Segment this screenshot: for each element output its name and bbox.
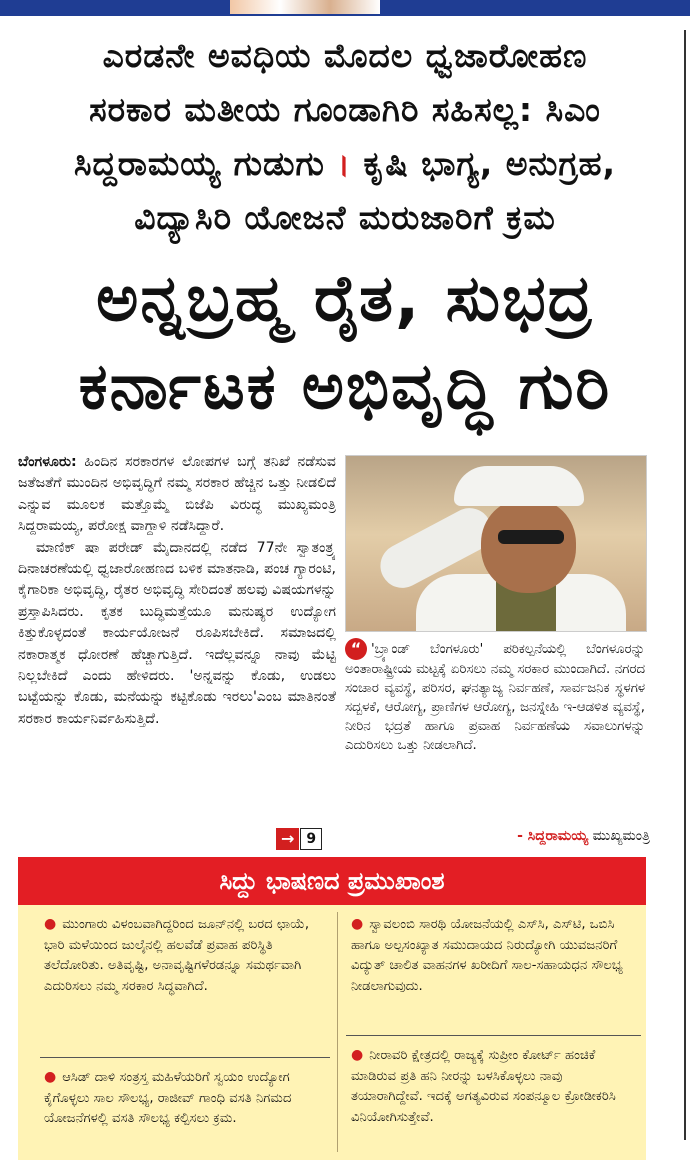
article-paragraph-2: ಮಾಣಿಕ್ ಷಾ ಪರೇಡ್ ಮೈದಾನದಲ್ಲಿ ನಡೆದ 77ನೇ ಸ್ವಾತಂತ್ರ್ಯ ದಿನಾಚರಣೆಯಲ್ಲಿ ಧ್ವಜಾರೋಹಣದ ಬಳಿಕ ಮಾತನಾಡಿ, ಪಂಚ ಗ್ಯಾರಂಟಿ, ಕೈಗಾರಿಕಾ ಅಭಿವೃದ್ಧಿ, ರೈತರ ಅಭಿವೃದ್ಧಿ ಸೇರಿದಂತೆ ಹಲವು ವಿಷಯಗಳನ್ನು ಪ್ರಸ್ತಾಪಿಸಿದರು. ಕೃತಕ ಬುದ್ಧಿಮತ್ತೆಯೂ ಮನುಷ್ಯರ ಉದ್ಯೋಗ ಕಿತ್ತುಕೊಳ್ಳದಂತೆ ಕಾರ್ಯಯೋಜನೆ ರೂಪಿಸಬೇಕಿದೆ. ಸಮಾಜದಲ್ಲಿ ನಕಾರಾತ್ಮಕ ಧೋರಣೆ ಹೆಚ್ಚಾಗುತ್ತಿದೆ. ಇದೆಲ್ಲವನ್ನೂ ನಾವು ಮೆಟ್ಟಿ ನಿಲ್ಲಬೇಕಿದೆ ಎಂದು ಹೇಳಿದರು. 'ಅನ್ನವನ್ನು ಕೊಡು, ಉಡಲು ಬಟ್ಟೆಯನ್ನು ಕೊಡು, ಮನೆಯನ್ನು ಕಟ್ಟಿಕೊಡು ಇರಲು'ಎಂಬ ಮಾತಿನಂತೆ ಸರಕಾರ ಕಾರ್ಯನಿರ್ವಹಿಸುತ್ತಿದೆ. [18, 539, 336, 727]
continued-page-number: 9 [300, 828, 322, 850]
highlight-item [351, 914, 636, 997]
main-headline-line-1: ಅನ್ನಬ್ರಹ್ಮ ರೈತ, ಸುಭದ್ರ [96, 262, 594, 336]
highlight-item [44, 1067, 319, 1130]
highlights-box [18, 857, 646, 1160]
quote-signature-title: ಮುಖ್ಯಮಂತ್ರಿ [592, 828, 650, 844]
main-headline-line-2: ಕರ್ನಾಟಕ ಅಭಿವೃದ್ಧಿ ಗುರಿ [78, 350, 612, 424]
bullet-icon: ● [351, 1047, 364, 1063]
article-paragraph-1-text: ಹಿಂದಿನ ಸರಕಾರಗಳ ಲೋಪಗಳ ಬಗ್ಗೆ ತನಿಖೆ ನಡೆಸುವ ಜತೆಜತೆಗೆ ಮುಂದಿನ ಅಭಿವೃದ್ಧಿಗೆ ನಮ್ಮ ಸರಕಾರ ಹೆಚ್ಚಿನ ಒತ್ತು ನೀಡಲಿದೆ ಎನ್ನುವ ಮೂಲಕ ಮತ್ತೊಮ್ಮೆ ಬಿಜೆಪಿ ವಿರುದ್ಧ ಮುಖ್ಯಮಂತ್ರಿ ಸಿದ್ದರಾಮಯ್ಯ, ಪರೋಕ್ಷ ವಾಗ್ದಾಳಿ ನಡೆಸಿದ್ದಾರೆ. [18, 454, 336, 535]
continued-on-page[interactable] [276, 828, 322, 850]
kicker-separator: । [337, 144, 351, 183]
kicker-line-3-part-b: ಕೃಷಿ ಭಾಗ್ಯ, ಅನುಗ್ರಹ, [363, 144, 617, 183]
quote-box [345, 638, 645, 755]
highlights-row-divider-right [346, 1035, 641, 1036]
quote-text: 'ಬ್ರ್ಯಾಂಡ್ ಬೆಂಗಳೂರು' ಪರಿಕಲ್ಪನೆಯಲ್ಲಿ ಬೆಂಗಳೂರನ್ನು ಅಂತಾರಾಷ್ಟ್ರೀಯ ಮಟ್ಟಕ್ಕೆ ಏರಿಸಲು ನಮ್ಮ ಸರಕಾರ ಮುಂದಾಗಿದೆ. ನಗರದ ಸಂಚಾರ ವ್ಯವಸ್ಥೆ, ಪರಿಸರ, ಘನತ್ಯಾಜ್ಯ ನಿರ್ವಹಣೆ, ಸಾರ್ವಜನಿಕ ಸ್ಥಳಗಳ ಸದ್ಬಳಕೆ, ಆರೋಗ್ಯ, ಪ್ರಾಣಿಗಳ ಆರೋಗ್ಯ, ಜನಸ್ನೇಹಿ ಇ-ಆಡಳಿತ ವ್ಯವಸ್ಥೆ, ನೀರಿನ ಭದ್ರತೆ ಹಾಗೂ ಪ್ರವಾಹ ನಿರ್ವಹಣೆಯ ಸವಾಲುಗಳನ್ನು ಎದುರಿಸಲು ಒತ್ತು ನೀಡಲಾಗಿದೆ. [345, 642, 645, 753]
quote-signature-name: - ಸಿದ್ದರಾಮಯ್ಯ [517, 828, 589, 844]
photo-cap-shape [454, 466, 584, 506]
top-color-bar [0, 0, 690, 16]
article-body [18, 452, 336, 730]
highlight-text: ಸ್ವಾವಲಂಬಿ ಸಾರಥಿ ಯೋಜನೆಯಲ್ಲಿ ಎಸ್‌ಸಿ, ಎಸ್‌ಟಿ, ಒಬಿಸಿ ಹಾಗೂ ಅಲ್ಪಸಂಖ್ಯಾತ ಸಮುದಾಯದ ನಿರುದ್ಯೋಗಿ ಯುವಜನರಿಗೆ ವಿದ್ಯುತ್ ಚಾಲಿತ ವಾಹನಗಳ ಖರೀದಿಗೆ ಸಾಲ-ಸಹಾಯಧನ ಸೌಲಭ್ಯ ನೀಡಲಾಗುವುದು. [351, 917, 623, 994]
bullet-icon: ● [351, 916, 364, 932]
bullet-icon: ● [44, 916, 57, 932]
kicker-line-2: ಸರಕಾರ ಮತೀಯ ಗೂಂಡಾಗಿರಿ ಸಹಿಸಲ್ಲ: ಸಿಎಂ [89, 90, 601, 129]
dateline: ಬೆಂಗಳೂರು: [18, 454, 77, 470]
article-paragraph-1 [18, 452, 336, 538]
photo-sunglasses-shape [498, 530, 564, 544]
highlight-item [351, 1045, 636, 1128]
highlights-row-divider-left [40, 1057, 330, 1058]
cm-salute-photo [345, 455, 647, 632]
highlight-text: ಆಸಿಡ್ ದಾಳಿ ಸಂತ್ರಸ್ತ ಮಹಿಳೆಯರಿಗೆ ಸ್ವಯಂ ಉದ್ಯೋಗ ಕೈಗೊಳ್ಳಲು ಸಾಲ ಸೌಲಭ್ಯ, ರಾಜೀವ್ ಗಾಂಧಿ ವಸತಿ ನಿಗಮದ ಯೋಜನೆಗಳಲ್ಲಿ ವಸತಿ ಸೌಲಭ್ಯ ಕಲ್ಪಿಸಲು ಕ್ರಮ. [44, 1070, 292, 1126]
continued-arrow-icon: → [276, 828, 299, 850]
page-edge-rule [684, 30, 686, 1140]
photo-face-shape [481, 498, 576, 593]
highlight-text: ಮುಂಗಾರು ವಿಳಂಬವಾಗಿದ್ದರಿಂದ ಜೂನ್‌ನಲ್ಲಿ ಬರದ ಛಾಯೆ, ಭಾರಿ ಮಳೆಯಿಂದ ಜುಲೈನಲ್ಲಿ ಹಲವೆಡೆ ಪ್ರವಾಹ ಪರಿಸ್ಥಿತಿ ತಲೆದೋರಿತು. ಅತಿವೃಷ್ಟಿ, ಅನಾವೃಷ್ಟಿಗಳೆರಡನ್ನೂ ಸಮರ್ಥವಾಗಿ ಎದುರಿಸಲು ನಮ್ಮ ಸರಕಾರ ಸಿದ್ಧವಾಗಿದೆ. [44, 917, 310, 994]
highlight-text: ನೀರಾವರಿ ಕ್ಷೇತ್ರದಲ್ಲಿ ರಾಜ್ಯಕ್ಕೆ ಸುಪ್ರೀಂ ಕೋರ್ಟ್ ಹಂಚಿಕೆ ಮಾಡಿರುವ ಪ್ರತಿ ಹನಿ ನೀರನ್ನು ಬಳಸಿಕೊಳ್ಳಲು ನಾವು ತಯಾರಾಗಿದ್ದೇವೆ. ಇದಕ್ಕೆ ಅಗತ್ಯವಿರುವ ಸಂಪನ್ಮೂಲ ಕ್ರೋಡೀಕರಿಸಿ ವಿನಿಯೋಗಿಸುತ್ತೇವೆ. [351, 1048, 616, 1125]
highlight-item [44, 914, 319, 997]
top-photo-strip [230, 0, 380, 14]
kicker-line-3-part-a: ಸಿದ್ದರಾಮಯ್ಯ ಗುಡುಗು [73, 144, 325, 183]
quote-mark-icon: “ [345, 638, 367, 660]
kicker-line-4: ವಿದ್ಯಾಸಿರಿ ಯೋಜನೆ ಮರುಜಾರಿಗೆ ಕ್ರಮ [134, 198, 556, 237]
quote-paragraph [345, 638, 645, 755]
kicker-line-1: ಎರಡನೇ ಅವಧಿಯ ಮೊದಲ ಧ್ವಜಾರೋಹಣ [102, 36, 588, 75]
kicker-line-3 [10, 138, 680, 190]
highlights-column-divider [337, 912, 338, 1152]
quote-signature [350, 828, 650, 844]
highlights-title: ಸಿದ್ದು ಭಾಷಣದ ಪ್ರಮುಖಾಂಶ [18, 857, 646, 905]
bullet-icon: ● [44, 1069, 57, 1085]
